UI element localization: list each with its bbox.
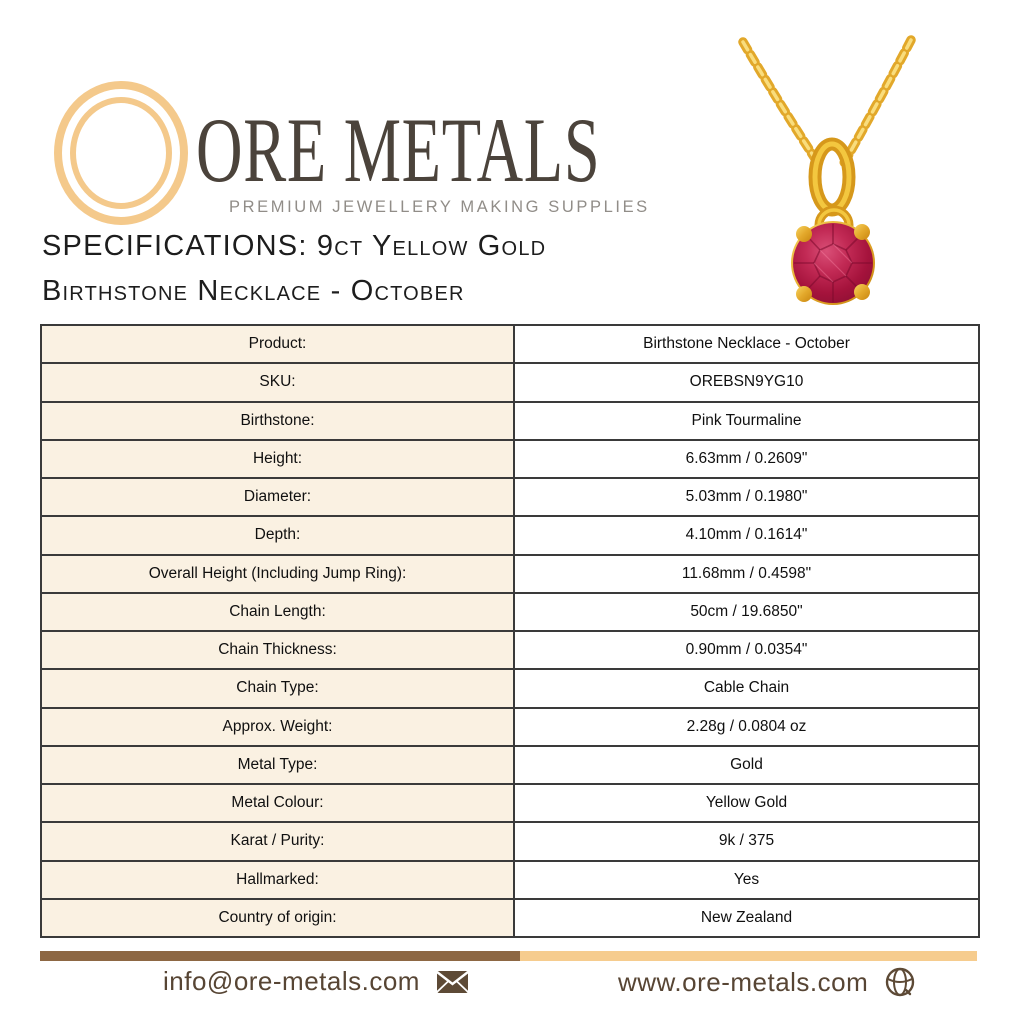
page-title-line1: SPECIFICATIONS: 9ct Yellow Gold — [42, 230, 547, 262]
table-row — [41, 899, 979, 937]
globe-icon — [884, 966, 916, 998]
spec-label: Approx. Weight: — [41, 708, 514, 746]
table-row — [41, 746, 979, 784]
spec-label: Product: — [41, 325, 514, 363]
envelope-icon — [436, 970, 469, 994]
footer-divider-gold — [520, 951, 977, 961]
spec-value: Birthstone Necklace - October — [514, 325, 979, 363]
spec-value: 50cm / 19.6850" — [514, 593, 979, 631]
page-title-line2: Birthstone Necklace - October — [42, 275, 465, 307]
spec-label: Depth: — [41, 516, 514, 554]
spec-label: Metal Colour: — [41, 784, 514, 822]
spec-value: OREBSN9YG10 — [514, 363, 979, 401]
website-text: www.ore-metals.com — [618, 966, 869, 997]
table-row — [41, 555, 979, 593]
footer-divider-brown — [40, 951, 520, 961]
table-row — [41, 822, 979, 860]
table-row — [41, 631, 979, 669]
email-text: info@ore-metals.com — [163, 966, 420, 996]
spec-label: Height: — [41, 440, 514, 478]
spec-label: Chain Length: — [41, 593, 514, 631]
spec-table — [40, 324, 980, 938]
spec-value: Pink Tourmaline — [514, 402, 979, 440]
table-row — [41, 478, 979, 516]
double-ring-icon — [52, 78, 190, 233]
spec-value: Gold — [514, 746, 979, 784]
spec-label: Country of origin: — [41, 899, 514, 937]
spec-label: Karat / Purity: — [41, 822, 514, 860]
spec-value: 4.10mm / 0.1614" — [514, 516, 979, 554]
table-row — [41, 708, 979, 746]
brand-name: ORE METALS — [196, 99, 601, 201]
spec-value: 11.68mm / 0.4598" — [514, 555, 979, 593]
table-row — [41, 402, 979, 440]
table-row — [41, 440, 979, 478]
spec-label: Metal Type: — [41, 746, 514, 784]
spec-value: 2.28g / 0.0804 oz — [514, 708, 979, 746]
table-row — [41, 593, 979, 631]
spec-value: Cable Chain — [514, 669, 979, 707]
brand-tagline: PREMIUM JEWELLERY MAKING SUPPLIES — [229, 198, 650, 216]
spec-value: 9k / 375 — [514, 822, 979, 860]
table-row — [41, 516, 979, 554]
spec-label: Diameter: — [41, 478, 514, 516]
page-title — [42, 224, 546, 314]
spec-label: Chain Thickness: — [41, 631, 514, 669]
spec-value: Yellow Gold — [514, 784, 979, 822]
spec-label: Hallmarked: — [41, 861, 514, 899]
spec-value: 6.63mm / 0.2609" — [514, 440, 979, 478]
table-row — [41, 861, 979, 899]
table-row — [41, 784, 979, 822]
spec-value: Yes — [514, 861, 979, 899]
necklace-pendant-image — [700, 5, 1000, 340]
spec-value: 0.90mm / 0.0354" — [514, 631, 979, 669]
table-row — [41, 325, 979, 363]
table-row — [41, 669, 979, 707]
spec-label: Chain Type: — [41, 669, 514, 707]
spec-value: 5.03mm / 0.1980" — [514, 478, 979, 516]
spec-label: Overall Height (Including Jump Ring): — [41, 555, 514, 593]
table-row — [41, 363, 979, 401]
website-link[interactable] — [618, 966, 916, 998]
spec-value: New Zealand — [514, 899, 979, 937]
spec-label: Birthstone: — [41, 402, 514, 440]
spec-label: SKU: — [41, 363, 514, 401]
email-link[interactable] — [163, 966, 469, 997]
